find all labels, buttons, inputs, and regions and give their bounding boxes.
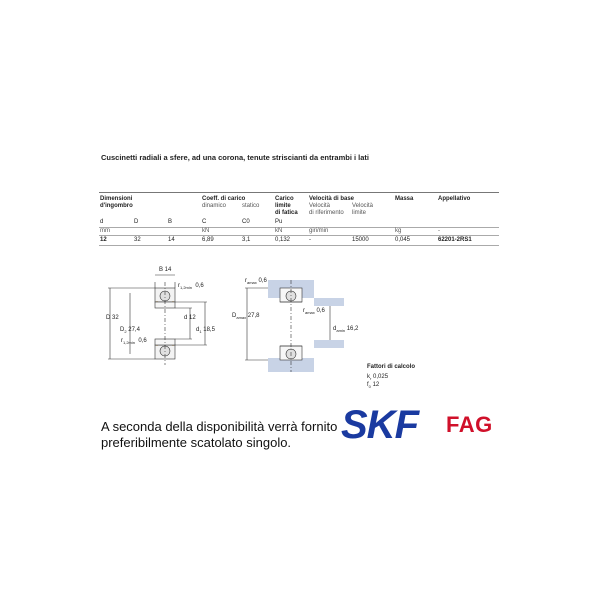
label-D2: $D_2$ 27,4 xyxy=(120,327,140,335)
symbol-D: D xyxy=(134,219,139,225)
symbol-C0: C0 xyxy=(242,219,250,225)
header-mass: Massa xyxy=(395,196,414,202)
label-ramax-mid: $r_{amax}$ 0,6 xyxy=(303,308,325,316)
value-d: 12 xyxy=(100,237,107,243)
value-speed-lim: 15000 xyxy=(352,237,369,243)
header-speed-ref-1: Velocità xyxy=(309,203,331,209)
symbol-Pu: Pu xyxy=(275,219,283,225)
header-speed-ref-2: di riferimento xyxy=(309,210,344,216)
label-B: B 14 xyxy=(159,267,172,273)
label-r12min-bot: $r_{1,2min}$ 0,6 xyxy=(121,338,147,346)
header-dynamic: dinamico xyxy=(202,203,227,209)
header-dimensions-2: d'ingombro xyxy=(100,203,133,209)
label-ramax-top: $r_{amax}$ 0,6 xyxy=(245,278,267,286)
value-B: 14 xyxy=(168,237,175,243)
header-designation: Appellativo xyxy=(438,196,471,202)
value-Pu: 0,132 xyxy=(275,237,291,243)
header-dimensions: Dimensioni xyxy=(100,196,133,202)
header-fatigue-3: di fatica xyxy=(275,210,298,216)
header-load-ratings: Coeff. di carico xyxy=(202,196,246,202)
value-speed-ref: - xyxy=(309,237,311,243)
value-D: 32 xyxy=(134,237,141,243)
symbol-d: d xyxy=(100,219,104,225)
fag-logo: FAG xyxy=(446,412,493,437)
label-D: D 32 xyxy=(106,315,119,321)
label-Damax: $D_{amax}$ 27,8 xyxy=(232,313,260,321)
value-C0: 3,1 xyxy=(242,237,251,243)
factors-title: Fattori di calcolo xyxy=(367,364,416,370)
value-designation: 62201-2RS1 xyxy=(438,237,472,243)
factor-kr: $k_r$ 0,025 xyxy=(367,374,389,382)
availability-notice: A seconda della disponibilità verrà fornito preferibilmente scatolato singolo. xyxy=(101,419,338,450)
label-d: d 12 xyxy=(184,315,196,321)
header-speed: Velocità di base xyxy=(309,196,355,202)
unit-kN-1: kN xyxy=(202,228,210,234)
page-title: Cuscinetti radiali a sfere, ad una corona, tenute striscianti da entrambi i lati xyxy=(101,153,369,162)
unit-dash: - xyxy=(438,228,440,234)
symbol-C: C xyxy=(202,219,207,225)
header-fatigue-2: limite xyxy=(275,203,291,209)
header-speed-lim-2: limite xyxy=(352,210,367,216)
label-d1: $d_1$ 18,5 xyxy=(196,327,215,335)
value-C: 6,89 xyxy=(202,237,214,243)
factor-f0: $f_0$ 12 xyxy=(367,382,380,390)
unit-kN-2: kN xyxy=(275,228,283,234)
header-speed-lim-1: Velocità xyxy=(352,203,374,209)
unit-mm: mm xyxy=(100,228,110,234)
header-fatigue-1: Carico xyxy=(275,196,294,202)
skf-logo: SKF xyxy=(341,403,418,447)
header-static: statico xyxy=(242,203,260,209)
value-mass: 0,045 xyxy=(395,237,411,243)
symbol-B: B xyxy=(168,219,173,225)
unit-rpm: giri/min xyxy=(309,228,329,234)
label-damin: $d_{amin}$ 16,2 xyxy=(333,326,359,334)
label-r12min-top: $r_{1,2min}$ 0,6 xyxy=(178,283,204,291)
unit-kg: kg xyxy=(395,228,402,234)
